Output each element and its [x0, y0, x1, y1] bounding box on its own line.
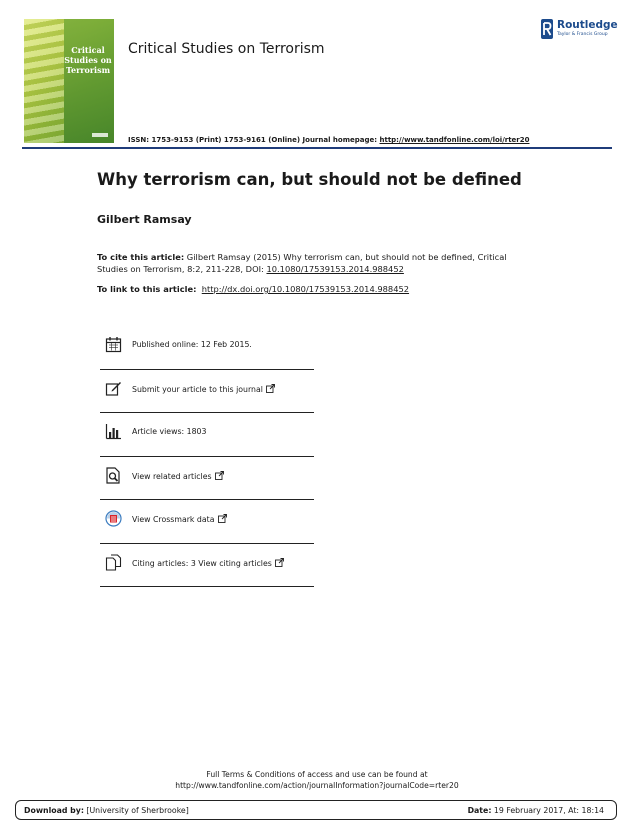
citation	[97, 251, 537, 275]
external-link-icon	[215, 471, 224, 480]
external-link-icon	[275, 558, 284, 567]
terms-notice	[0, 769, 634, 791]
header-divider	[22, 147, 612, 149]
calendar-icon	[105, 336, 122, 353]
journal-homepage-link[interactable]: http://www.tandfonline.com/loi/rter20	[379, 136, 530, 144]
external-link-icon	[266, 384, 275, 393]
link-label: To link to this article:	[97, 284, 197, 294]
search-document-icon	[105, 467, 122, 484]
issn-text: ISSN: 1753-9153 (Print) 1753-9161 (Online) Journal homepage:	[128, 136, 380, 144]
downloaded-by	[24, 806, 189, 815]
crossmark-label: View Crossmark data	[132, 515, 215, 524]
article-info-panel	[100, 326, 314, 587]
published-online-label: Published online: 12 Feb 2015.	[132, 340, 252, 349]
article-doi-url[interactable]: http://dx.doi.org/10.1080/17539153.2014.988452	[201, 284, 410, 294]
issn-line	[128, 136, 530, 144]
downloaded-by-value: [University of Sherbrooke]	[83, 806, 189, 815]
article-views-label: Article views: 1803	[132, 427, 207, 436]
external-link-icon	[218, 514, 227, 523]
download-date	[468, 806, 604, 815]
submit-article-label: Submit your article to this journal	[132, 384, 263, 394]
related-articles-link[interactable]	[132, 471, 224, 481]
download-date-value: 19 February 2017, At: 18:14	[491, 806, 604, 815]
submit-article-item[interactable]	[100, 370, 314, 414]
article-link-line	[97, 284, 409, 294]
download-info-box	[15, 800, 617, 820]
article-views-item	[100, 413, 314, 457]
related-articles-label: View related articles	[132, 471, 212, 481]
publisher-logo[interactable]	[541, 19, 621, 41]
crossmark-link[interactable]	[132, 514, 227, 524]
citing-articles-item[interactable]	[100, 544, 314, 588]
submit-article-link[interactable]	[132, 384, 275, 394]
related-articles-item[interactable]	[100, 457, 314, 501]
cite-text: Gilbert Ramsay (2015) Why terrorism can, but should not be defined, Critical Studies on Terrorism, 8:2, 211-228, DOI:	[97, 252, 507, 274]
bar-chart-icon	[105, 423, 122, 440]
article-title: Why terrorism can, but should not be defined	[97, 170, 522, 189]
article-author: Gilbert Ramsay	[97, 213, 192, 226]
download-date-label: Date:	[467, 806, 492, 815]
cover-texture	[24, 19, 64, 143]
citing-articles-label: Citing articles: 3 View citing articles	[132, 558, 272, 568]
journal-cover-image	[24, 19, 114, 143]
cover-publisher-logo	[92, 133, 108, 137]
cite-label: To cite this article:	[97, 252, 185, 262]
copy-icon	[105, 554, 122, 571]
cover-panel	[64, 19, 114, 143]
crossmark-icon	[105, 510, 122, 527]
crossmark-item[interactable]	[100, 500, 314, 544]
downloaded-by-label: Download by:	[24, 806, 84, 815]
publisher-name: Routledge	[557, 19, 618, 31]
doi-link[interactable]: 10.1080/17539153.2014.988452	[266, 264, 404, 274]
routledge-r-icon	[541, 19, 553, 39]
journal-title[interactable]: Critical Studies on Terrorism	[128, 41, 325, 57]
terms-url[interactable]: http://www.tandfonline.com/action/journalInformation?journalCode=rter20	[175, 781, 459, 790]
publisher-tagline: Taylor & Francis Group	[557, 32, 608, 37]
edit-icon	[105, 380, 122, 397]
published-online-item	[100, 326, 314, 370]
terms-line: Full Terms & Conditions of access and use can be found at	[206, 770, 428, 779]
citing-articles-link[interactable]	[132, 558, 284, 568]
cover-title: Critical Studies on Terrorism	[64, 45, 112, 75]
